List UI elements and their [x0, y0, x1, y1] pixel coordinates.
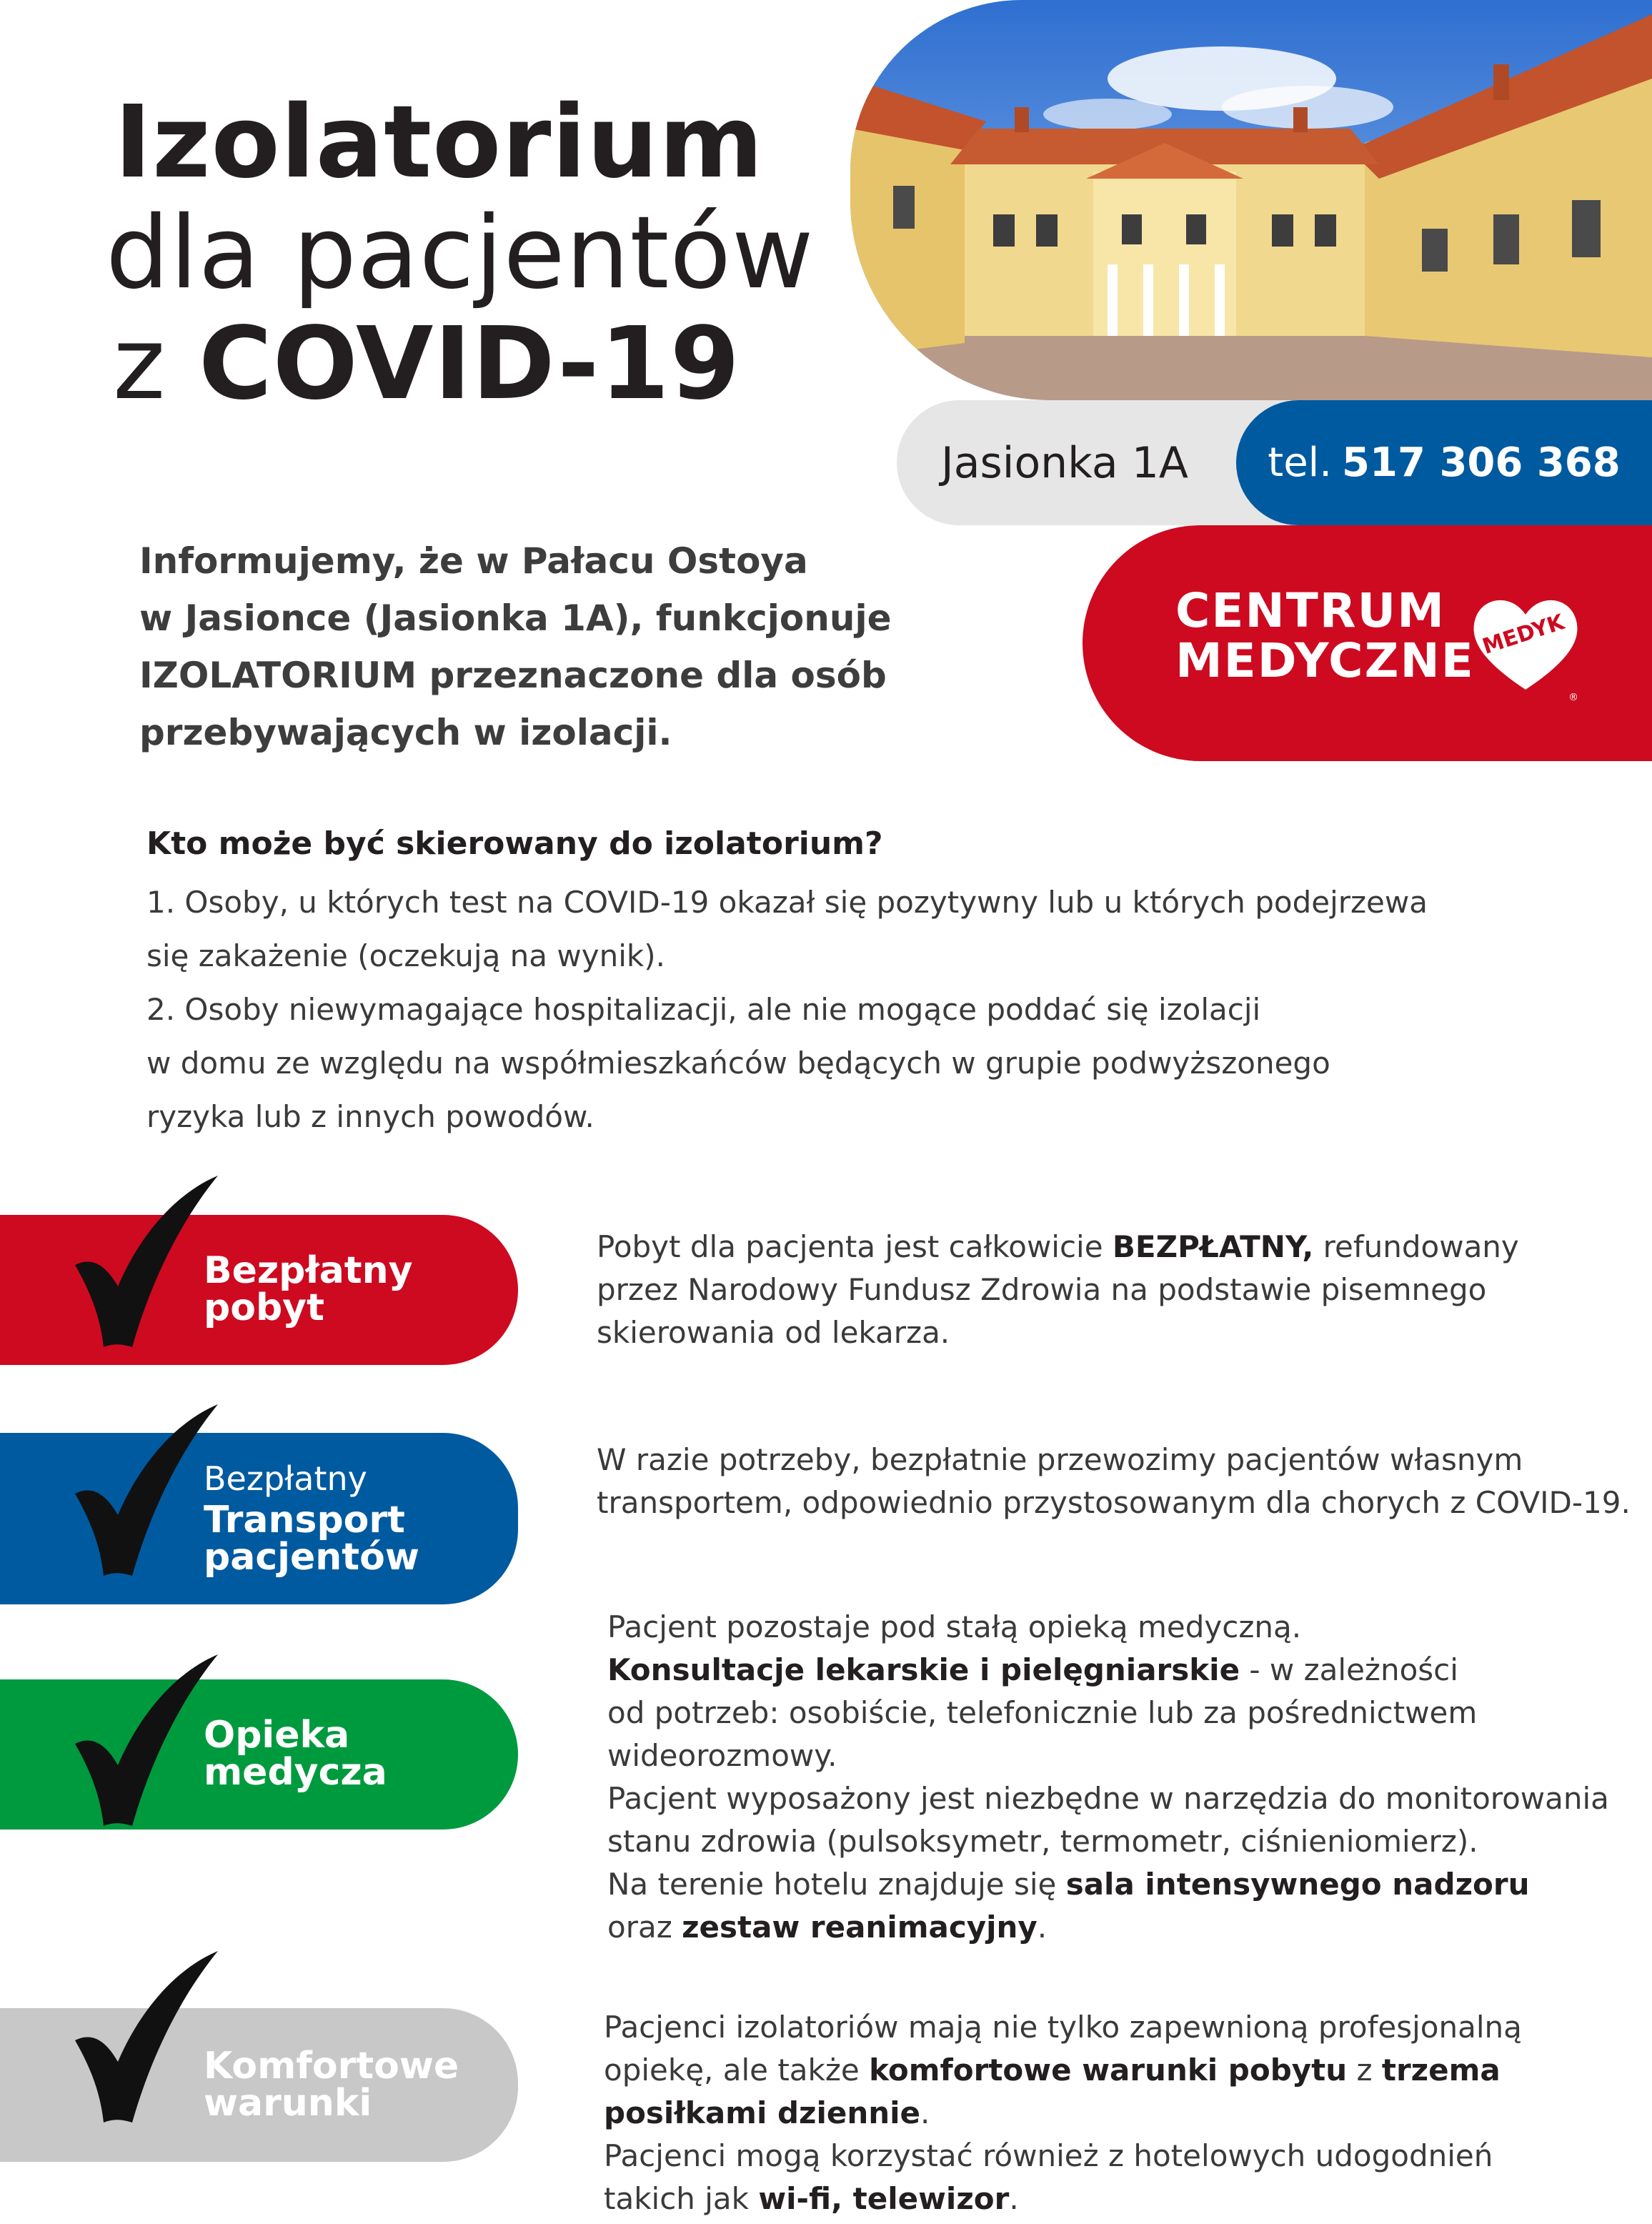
phone-pill[interactable]	[1236, 400, 1652, 525]
desc-text: Pacjenci izolatoriów mają nie tylko zapewnioną profesjonalną	[604, 2010, 1522, 2045]
desc-text: W razie potrzeby, bezpłatnie przewozimy pacjentów własnym	[597, 1442, 1523, 1477]
desc-bold: wi-fi, telewizor	[758, 2181, 1010, 2216]
phone-number[interactable]: 517 306 368	[1342, 440, 1621, 486]
desc-bold: trzema	[1381, 2052, 1501, 2088]
checkmark-icon	[68, 1947, 225, 2133]
desc-bold: sala intensywnego nadzoru	[1065, 1867, 1530, 1902]
desc-bold: posiłkami dziennie	[604, 2095, 921, 2130]
desc-text: wideorozmowy.	[607, 1738, 837, 1773]
registered-mark: ®	[1568, 692, 1578, 703]
checkmark-icon	[68, 1401, 225, 1587]
desc-bold: BEZPŁATNY,	[1112, 1229, 1314, 1264]
checkmark-icon	[68, 1172, 225, 1358]
intro-line: Informujemy, że w Pałacu Ostoya	[139, 540, 808, 582]
benefit-description	[597, 1439, 1640, 1524]
desc-text: .	[1009, 2181, 1019, 2216]
benefit-label-line: Komfortowe	[204, 2045, 459, 2088]
intro-line: przebywających w izolacji.	[139, 712, 672, 753]
desc-text: z	[1347, 2052, 1382, 2088]
logo-line-2: MEDYCZNE	[1175, 633, 1475, 688]
title-covid: COVID-19	[199, 306, 741, 422]
desc-text: refundowany	[1313, 1229, 1519, 1264]
title-prefix: z	[113, 306, 166, 422]
desc-text: Na terenie hotelu znajduje się	[607, 1867, 1066, 1902]
address-text: Jasionka 1A	[941, 437, 1188, 488]
benefit-label	[204, 1459, 419, 1579]
desc-text: od potrzeb: osobiście, telefonicznie lub za pośrednictwem	[607, 1695, 1478, 1730]
intro-line: IZOLATORIUM przeznaczone dla osób	[139, 655, 887, 696]
desc-text: stanu zdrowia (pulsoksymetr, termometr, ciśnieniomierz).	[607, 1824, 1478, 1859]
benefit-label-line: pobyt	[204, 1286, 324, 1329]
phone-label: tel.	[1268, 440, 1333, 486]
benefit-label	[204, 1714, 387, 1794]
title-line-1: Izolatorium	[114, 84, 764, 201]
title-line-3	[113, 306, 741, 422]
desc-text: transportem, odpowiednio przystosowanym dla chorych z COVID-19.	[597, 1485, 1631, 1520]
benefit-description	[607, 1606, 1651, 1949]
desc-text: Pacjenci mogą korzystać również z hotelowych udogodnień	[604, 2138, 1493, 2173]
list-item: ryzyka lub z innych powodów.	[146, 1099, 594, 1134]
desc-bold: komfortowe warunki pobytu	[869, 2052, 1348, 2088]
title-line-2: dla pacjentów	[106, 195, 815, 312]
centrum-medyczne-logo	[1083, 525, 1652, 761]
list-item: 1. Osoby, u których test na COVID-19 okazał się pozytywny lub u których podejrzewa	[146, 885, 1428, 920]
benefit-label	[204, 1249, 413, 1329]
eligibility-question: Kto może być skierowany do izolatorium?	[146, 825, 883, 862]
eligibility-list	[146, 875, 1611, 1143]
desc-text: opiekę, ale także	[604, 2052, 870, 2088]
desc-text: .	[1037, 1910, 1048, 1945]
palace-photo	[850, 0, 1652, 400]
checkmark-icon	[68, 1651, 225, 1837]
desc-bold: zestaw reanimacyjny	[682, 1910, 1038, 1945]
list-item: w domu ze względu na współmieszkańców będących w grupie podwyższonego	[146, 1046, 1330, 1081]
desc-text: oraz	[607, 1910, 682, 1945]
desc-text: .	[920, 2095, 930, 2130]
benefit-description	[604, 2006, 1647, 2220]
desc-text: Pacjent pozostaje pod stałą opieką medyczną.	[607, 1609, 1302, 1644]
heart-logo-icon	[1468, 582, 1583, 704]
list-item: 2. Osoby niewymagające hospitalizacji, ale nie mogące poddać się izolacji	[146, 992, 1261, 1027]
benefit-label-small: Bezpłatny	[204, 1459, 367, 1498]
benefit-description	[597, 1226, 1640, 1354]
desc-text: Pobyt dla pacjenta jest całkowicie	[597, 1229, 1113, 1264]
benefit-label-line: pacjentów	[204, 1536, 419, 1579]
benefit-label-line: Bezpłatny	[204, 1249, 413, 1292]
benefit-label-line: warunki	[204, 2082, 372, 2125]
desc-text: Pacjent wyposażony jest niezbędne w narzędzia do monitorowania	[607, 1781, 1609, 1816]
desc-text: takich jak	[604, 2181, 759, 2216]
desc-bold: Konsultacje lekarskie i pielęgniarskie	[607, 1652, 1240, 1687]
desc-text: skierowania od lekarza.	[597, 1315, 950, 1350]
benefit-label-line: Transport	[204, 1499, 405, 1542]
benefit-label	[204, 2045, 459, 2125]
logo-line-1: CENTRUM	[1175, 583, 1446, 638]
intro-line: w Jasionce (Jasionka 1A), funkcjonuje	[139, 597, 892, 639]
benefit-label-line: Opieka	[204, 1714, 350, 1757]
intro-paragraph	[139, 532, 961, 761]
desc-text: przez Narodowy Fundusz Zdrowia na podstawie pisemnego	[597, 1272, 1487, 1307]
list-item: się zakażenie (oczekują na wynik).	[146, 938, 665, 973]
benefit-label-line: medycza	[204, 1751, 387, 1794]
heart-text: MEDYK	[1479, 610, 1568, 660]
desc-text: - w zależności	[1240, 1652, 1458, 1687]
